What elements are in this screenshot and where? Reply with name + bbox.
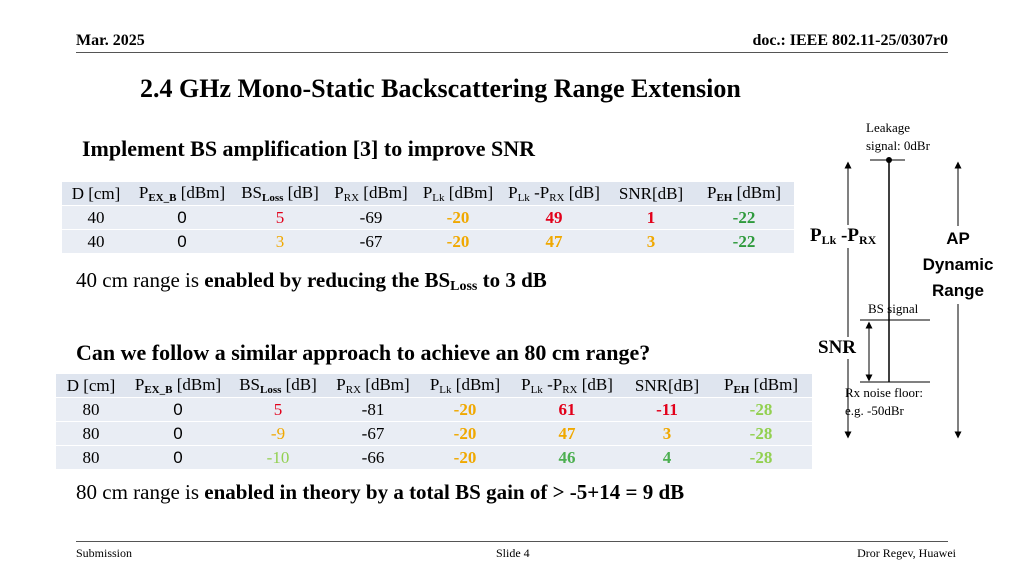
col-snr: SNR[dB] [624,374,710,398]
cell-diff: 61 [510,398,624,422]
section2-conclusion: 80 cm range is enabled in theory by a total BS gain of > -5+14 = 9 dB [76,480,685,504]
col-prx: $P_{RX}$ [dBm] [326,374,420,398]
cell-prx: -67 [326,230,416,254]
col-prx: $P_{RX}$ [dBm] [326,182,416,206]
col-diff: $P_{Lk}$ $-P_{RX}$ [dB] [500,182,608,206]
cell-distance: 80 [56,398,126,422]
ap-dynamic-range-label: AP Dynamic Range [918,226,998,304]
cell-pex: 0 [130,206,234,230]
cell-plk: -20 [416,206,500,230]
col-peh: $P_{EH}$ [dBm] [694,182,794,206]
section1-heading: Implement BS amplification [3] to improve SNR [82,136,536,161]
cell-snr: 4 [624,446,710,470]
cell-plk: -20 [420,446,510,470]
col-pex: $P_{EX\_B}$ [dBm] [130,182,234,206]
cell-bsloss: -9 [230,422,326,446]
slide-title: 2.4 GHz Mono-Static Backscattering Range Extension [140,74,741,103]
slide-number: Slide 4 [496,546,530,560]
footer-submission: Submission [76,546,133,560]
cell-bsloss: 5 [234,206,326,230]
cell-bsloss: 5 [230,398,326,422]
cell-distance: 40 [62,206,130,230]
cell-plk: -20 [416,230,500,254]
cell-snr: 3 [624,422,710,446]
footer-rule [76,541,948,542]
header-doc-id: doc.: IEEE 802.11-25/0307r0 [752,32,948,49]
noise-floor-label: Rx noise floor: e.g. -50dBr [845,385,923,418]
table-header-row [62,182,794,206]
col-plk: $P_{Lk}$ [dBm] [420,374,510,398]
cell-prx: -69 [326,206,416,230]
table-row [56,422,812,446]
col-distance: D [cm] [62,182,130,206]
cell-peh: -28 [710,398,812,422]
section1-conclusion: 40 cm range is enabled by reducing the $BS_{Loss}$ to 3 dB [76,268,547,294]
cell-pex: 0 [126,422,230,446]
cell-prx: -66 [326,446,420,470]
header-rule [76,52,948,53]
col-plk: $P_{Lk}$ [dBm] [416,182,500,206]
col-diff: $P_{Lk}$ $-P_{RX}$ [dB] [510,374,624,398]
col-bsloss: $BS_{Loss}$ [dB] [230,374,326,398]
bs-signal-label: BS signal [868,301,919,316]
cell-pex: 0 [130,230,234,254]
section2-heading: Can we follow a similar approach to achieve an 80 cm range? [76,340,651,365]
table-row [56,446,812,470]
leakage-label: Leakage signal: 0dBr [866,120,930,153]
col-bsloss: $BS_{Loss}$ [dB] [234,182,326,206]
table-header-row [56,374,812,398]
cell-snr: 1 [608,206,694,230]
cell-diff: 46 [510,446,624,470]
col-snr: SNR[dB] [608,182,694,206]
cell-peh: -28 [710,422,812,446]
cell-bsloss: 3 [234,230,326,254]
cell-diff: 47 [500,230,608,254]
cell-diff: 47 [510,422,624,446]
table-40cm [62,182,794,254]
cell-distance: 80 [56,446,126,470]
snr-label: SNR [818,337,857,358]
cell-prx: -81 [326,398,420,422]
cell-snr: -11 [624,398,710,422]
header-date: Mar. 2025 [76,32,145,49]
cell-distance: 80 [56,422,126,446]
col-distance: D [cm] [56,374,126,398]
cell-pex: 0 [126,446,230,470]
cell-distance: 40 [62,230,130,254]
table-row [62,230,794,254]
plk-prx-label: $P_{Lk}$ $-P_{RX}$ [810,225,877,247]
cell-diff: 49 [500,206,608,230]
col-peh: $P_{EH}$ [dBm] [710,374,812,398]
cell-plk: -20 [420,422,510,446]
cell-peh: -22 [694,230,794,254]
table-row [56,398,812,422]
footer-author: Dror Regev, Huawei [857,546,956,560]
table-80cm [56,374,812,470]
table-row [62,206,794,230]
cell-bsloss: -10 [230,446,326,470]
col-pex: $P_{EX\_B}$ [dBm] [126,374,230,398]
cell-peh: -22 [694,206,794,230]
cell-plk: -20 [420,398,510,422]
cell-snr: 3 [608,230,694,254]
cell-peh: -28 [710,446,812,470]
cell-prx: -67 [326,422,420,446]
cell-pex: 0 [126,398,230,422]
